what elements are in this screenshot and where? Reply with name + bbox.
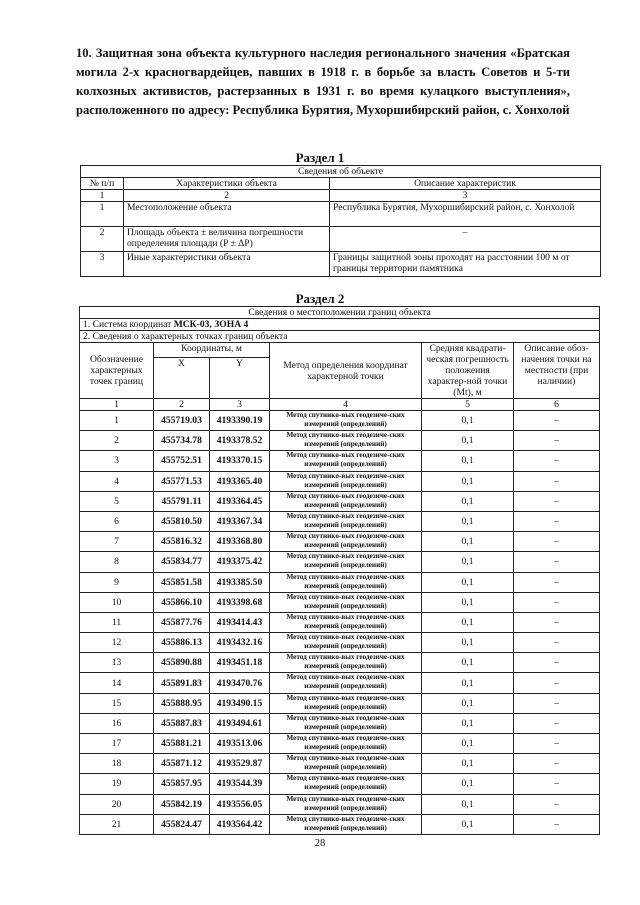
- method: Метод спутнико-вых геодезиче-ских измерений (определений): [270, 572, 422, 592]
- method: Метод спутнико-вых геодезиче-ских измерений (определений): [270, 814, 422, 834]
- method: Метод спутнико-вых геодезиче-ских измерений (определений): [270, 471, 422, 491]
- error-value: 0,1: [422, 734, 514, 754]
- point-id: 2: [80, 431, 154, 451]
- index-cell: 2: [124, 190, 330, 202]
- row-char: Иные характеристики объекта: [124, 252, 330, 277]
- x-coordinate: 455877.76: [154, 612, 210, 632]
- point-id: 15: [80, 693, 154, 713]
- point-description: –: [514, 754, 600, 774]
- page-number: 28: [314, 838, 326, 849]
- point-description: –: [514, 653, 600, 673]
- error-value: 0,1: [422, 491, 514, 511]
- error-value: 0,1: [422, 592, 514, 612]
- point-description: –: [514, 713, 600, 733]
- index-cell: 5: [422, 399, 514, 411]
- x-coordinate: 455816.32: [154, 532, 210, 552]
- x-coordinate: 455824.47: [154, 814, 210, 834]
- table-row: [80, 794, 600, 814]
- x-coordinate: 455771.53: [154, 471, 210, 491]
- table-row: [80, 552, 600, 572]
- x-coordinate: 455886.13: [154, 633, 210, 653]
- table-row: [80, 431, 600, 451]
- x-coordinate: 455719.03: [154, 411, 210, 431]
- object-info-table: [80, 165, 601, 277]
- error-value: 0,1: [422, 713, 514, 733]
- table-row: [80, 612, 600, 632]
- y-coordinate: 4193364.45: [210, 491, 270, 511]
- point-id: 10: [80, 592, 154, 612]
- x-coordinate: 455881.21: [154, 734, 210, 754]
- point-id: 5: [80, 491, 154, 511]
- y-coordinate: 4193529.87: [210, 754, 270, 774]
- table-row: [80, 633, 600, 653]
- point-description: –: [514, 491, 600, 511]
- error-value: 0,1: [422, 451, 514, 471]
- row-num: 1: [81, 202, 124, 227]
- point-description: –: [514, 693, 600, 713]
- table-row: [81, 252, 601, 277]
- table-row: [80, 471, 600, 491]
- coordinate-system-prefix: 1. Система координат: [83, 319, 174, 330]
- y-coordinate: 4193544.39: [210, 774, 270, 794]
- error-value: 0,1: [422, 572, 514, 592]
- table-row: [80, 814, 600, 834]
- table-row: [80, 572, 600, 592]
- error-value: 0,1: [422, 673, 514, 693]
- method: Метод спутнико-вых геодезиче-ских измерений (определений): [270, 411, 422, 431]
- col-point-header: Обозначение характерных точек границ: [80, 343, 154, 399]
- y-coordinate: 4193490.15: [210, 693, 270, 713]
- point-id: 4: [80, 471, 154, 491]
- point-id: 21: [80, 814, 154, 834]
- y-coordinate: 4193385.50: [210, 572, 270, 592]
- point-id: 19: [80, 774, 154, 794]
- point-id: 13: [80, 653, 154, 673]
- section1-caption: Сведения об объекте: [81, 166, 601, 178]
- point-description: –: [514, 592, 600, 612]
- point-description: –: [514, 411, 600, 431]
- section2-title: Раздел 2: [295, 291, 345, 306]
- col-char-header: Характеристики объекта: [124, 178, 330, 190]
- point-description: –: [514, 572, 600, 592]
- y-coordinate: 4193564.42: [210, 814, 270, 834]
- col-y-header: Y: [210, 357, 270, 398]
- table-row: [80, 673, 600, 693]
- error-value: 0,1: [422, 794, 514, 814]
- row-desc: Республика Бурятия, Мухоршибирский район, с. Хонхолой: [330, 202, 601, 227]
- y-coordinate: 4193390.19: [210, 411, 270, 431]
- y-coordinate: 4193398.68: [210, 592, 270, 612]
- index-cell: 3: [210, 399, 270, 411]
- point-description: –: [514, 552, 600, 572]
- table-row: [80, 653, 600, 673]
- method: Метод спутнико-вых геодезиче-ских измерений (определений): [270, 633, 422, 653]
- method: Метод спутнико-вых геодезиче-ских измерений (определений): [270, 552, 422, 572]
- x-coordinate: 455842.19: [154, 794, 210, 814]
- table-row: [80, 511, 600, 531]
- x-coordinate: 455891.83: [154, 673, 210, 693]
- y-coordinate: 4193494.61: [210, 713, 270, 733]
- section2-caption: Сведения о местоположении границ объекта: [80, 307, 600, 319]
- y-coordinate: 4193367.34: [210, 511, 270, 531]
- y-coordinate: 4193414.43: [210, 612, 270, 632]
- y-coordinate: 4193370.15: [210, 451, 270, 471]
- error-value: 0,1: [422, 511, 514, 531]
- point-id: 11: [80, 612, 154, 632]
- point-id: 9: [80, 572, 154, 592]
- method: Метод спутнико-вых геодезиче-ских измерений (определений): [270, 794, 422, 814]
- error-value: 0,1: [422, 814, 514, 834]
- y-coordinate: 4193451.18: [210, 653, 270, 673]
- row-desc: –: [330, 227, 601, 252]
- point-description: –: [514, 451, 600, 471]
- method: Метод спутнико-вых геодезиче-ских измерений (определений): [270, 673, 422, 693]
- table-row: [80, 754, 600, 774]
- table-row: [80, 451, 600, 471]
- method: Метод спутнико-вых геодезиче-ских измерений (определений): [270, 431, 422, 451]
- point-id: 18: [80, 754, 154, 774]
- index-cell: 2: [154, 399, 210, 411]
- error-value: 0,1: [422, 532, 514, 552]
- point-id: 14: [80, 673, 154, 693]
- x-coordinate: 455871.12: [154, 754, 210, 774]
- index-cell: 6: [514, 399, 600, 411]
- y-coordinate: 4193513.06: [210, 734, 270, 754]
- x-coordinate: 455857.95: [154, 774, 210, 794]
- table-row: [80, 693, 600, 713]
- col-desc-header: Описание характеристик: [330, 178, 601, 190]
- y-coordinate: 4193470.76: [210, 673, 270, 693]
- x-coordinate: 455834.77: [154, 552, 210, 572]
- x-coordinate: 455851.58: [154, 572, 210, 592]
- y-coordinate: 4193368.80: [210, 532, 270, 552]
- point-description: –: [514, 673, 600, 693]
- coordinate-system-value: МСК-03, ЗОНА 4: [173, 319, 249, 330]
- row-char: Площадь объекта ± величина погрешности определения площади (P ± ΔP): [124, 227, 330, 252]
- point-id: 8: [80, 552, 154, 572]
- point-description: –: [514, 532, 600, 552]
- error-value: 0,1: [422, 471, 514, 491]
- section1-title: Раздел 1: [295, 150, 345, 165]
- method: Метод спутнико-вых геодезиче-ских измерений (определений): [270, 653, 422, 673]
- table-row: [80, 491, 600, 511]
- col-desc-header: Описание обоз-начения точки на местности (при наличии): [514, 343, 600, 399]
- x-coordinate: 455752.51: [154, 451, 210, 471]
- point-id: 7: [80, 532, 154, 552]
- point-description: –: [514, 431, 600, 451]
- point-id: 12: [80, 633, 154, 653]
- point-id: 16: [80, 713, 154, 733]
- method: Метод спутнико-вых геодезиче-ских измерений (определений): [270, 612, 422, 632]
- y-coordinate: 4193378.52: [210, 431, 270, 451]
- x-coordinate: 455734.78: [154, 431, 210, 451]
- method: Метод спутнико-вых геодезиче-ских измерений (определений): [270, 713, 422, 733]
- point-id: 3: [80, 451, 154, 471]
- point-description: –: [514, 471, 600, 491]
- index-cell: 1: [80, 399, 154, 411]
- index-cell: 1: [81, 190, 124, 202]
- error-value: 0,1: [422, 693, 514, 713]
- col-method-header: Метод определения координат характерной точки: [270, 343, 422, 399]
- y-coordinate: 4193365.40: [210, 471, 270, 491]
- index-cell: 3: [330, 190, 601, 202]
- method: Метод спутнико-вых геодезиче-ских измерений (определений): [270, 774, 422, 794]
- table-row: [80, 774, 600, 794]
- point-description: –: [514, 734, 600, 754]
- x-coordinate: 455866.10: [154, 592, 210, 612]
- point-id: 20: [80, 794, 154, 814]
- point-description: –: [514, 794, 600, 814]
- method: Метод спутнико-вых геодезиче-ских измерений (определений): [270, 451, 422, 471]
- method: Метод спутнико-вых геодезиче-ских измерений (определений): [270, 491, 422, 511]
- table-row: [80, 532, 600, 552]
- point-description: –: [514, 774, 600, 794]
- point-description: –: [514, 612, 600, 632]
- method: Метод спутнико-вых геодезиче-ских измерений (определений): [270, 754, 422, 774]
- section2-subcaption: 2. Сведения о характерных точках границ объекта: [80, 331, 600, 343]
- error-value: 0,1: [422, 633, 514, 653]
- row-char: Местоположение объекта: [124, 202, 330, 227]
- x-coordinate: 455890.88: [154, 653, 210, 673]
- x-coordinate: 455810.50: [154, 511, 210, 531]
- error-value: 0,1: [422, 754, 514, 774]
- table-row: [81, 202, 601, 227]
- coordinate-system: [80, 319, 600, 331]
- method: Метод спутнико-вых геодезиче-ских измерений (определений): [270, 734, 422, 754]
- error-value: 0,1: [422, 653, 514, 673]
- y-coordinate: 4193432.16: [210, 633, 270, 653]
- col-coords-header: Координаты, м: [154, 343, 270, 358]
- row-num: 2: [81, 227, 124, 252]
- x-coordinate: 455888.95: [154, 693, 210, 713]
- row-num: 3: [81, 252, 124, 277]
- col-num-header: № п/п: [81, 178, 124, 190]
- point-description: –: [514, 511, 600, 531]
- point-description: –: [514, 633, 600, 653]
- index-cell: 4: [270, 399, 422, 411]
- table-row: [81, 227, 601, 252]
- table-row: [80, 734, 600, 754]
- point-id: 1: [80, 411, 154, 431]
- y-coordinate: 4193556.05: [210, 794, 270, 814]
- table-row: [80, 713, 600, 733]
- error-value: 0,1: [422, 612, 514, 632]
- point-id: 6: [80, 511, 154, 531]
- method: Метод спутнико-вых геодезиче-ских измерений (определений): [270, 511, 422, 531]
- point-description: –: [514, 814, 600, 834]
- boundary-points-table: [79, 306, 600, 835]
- table-row: [80, 592, 600, 612]
- y-coordinate: 4193375.42: [210, 552, 270, 572]
- error-value: 0,1: [422, 552, 514, 572]
- error-value: 0,1: [422, 774, 514, 794]
- error-value: 0,1: [422, 411, 514, 431]
- col-error-header: Средняя квадрати-ческая погрешность положения характер-ной точки (Mt), м: [422, 343, 514, 399]
- row-desc: Границы защитной зоны проходят на расстоянии 100 м от границы территории памятника: [330, 252, 601, 277]
- method: Метод спутнико-вых геодезиче-ских измерений (определений): [270, 532, 422, 552]
- error-value: 0,1: [422, 431, 514, 451]
- table-row: [80, 411, 600, 431]
- method: Метод спутнико-вых геодезиче-ских измерений (определений): [270, 592, 422, 612]
- x-coordinate: 455887.83: [154, 713, 210, 733]
- x-coordinate: 455791.11: [154, 491, 210, 511]
- document-heading: 10. Защитная зона объекта культурного наследия регионального значения «Братская могила 2-х красногвардейцев, павших в 1918 г. в борьбе за власть Советов и 5-ти колхозных активистов, растерзанных в 1931 г. во время кулацкого выступления», расположенного по адресу: Республика Бурятия, Мухоршибирский район, с. Хонхолой: [76, 46, 570, 117]
- point-id: 17: [80, 734, 154, 754]
- method: Метод спутнико-вых геодезиче-ских измерений (определений): [270, 693, 422, 713]
- col-x-header: X: [154, 357, 210, 398]
